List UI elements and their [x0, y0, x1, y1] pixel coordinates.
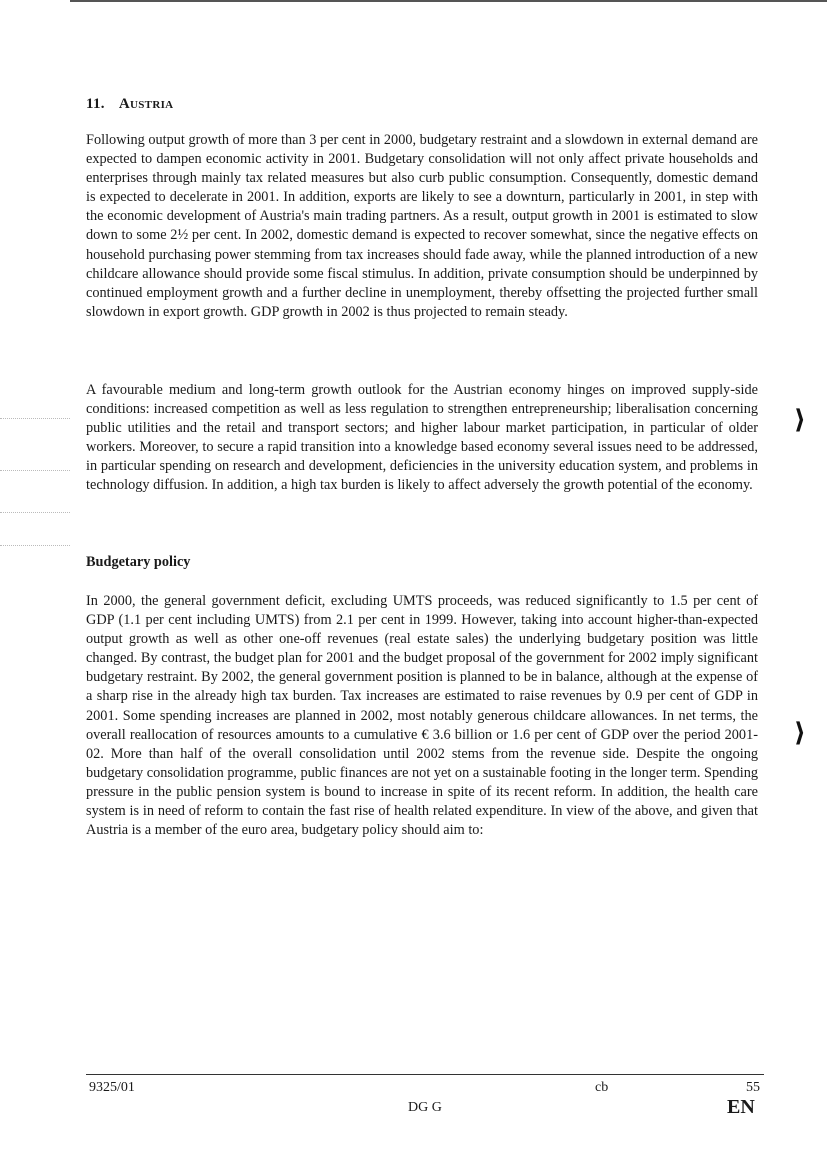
footer-initials: cb — [595, 1080, 609, 1095]
scan-artifact — [0, 470, 70, 472]
footer-document-reference: 9325/01 — [89, 1080, 135, 1095]
paragraph-budgetary-policy: In 2000, the general government deficit, excluding UMTS proceeds, was reduced significantly to 1.5 per cent of GDP (1.1 per cent including UMTS) from 2.1 per cent in 1999. However, taking into account higher-than-expected output growth as well as other one-off revenues (real estate sales) the underlying budgetary position was little changed. By contrast, the budget plan for 2001 and the budget proposal of the government for 2002 imply significant budgetary restraint. By 2002, the general government position is planned to be in balance, although at the expense of a sharp rise in the already high tax burden. Tax increases are estimated to raise revenues by 0.9 per cent of GDP in 2001. Some spending increases are planned in 2002, most notably generous childcare allowances. In net terms, the overall reallocation of resources amounts to a cumulative € 3.6 billion or 1.6 per cent of GDP over the period 2001-02. More than half of the overall consolidation until 2002 stems from the revenue side. Despite the ongoing budgetary consolidation programme, public finances are not yet on a sustainable footing in the longer term. Spending pressure in the public pension system is bound to increase in spite of its recent reform. In addition, the health care system is in need of reform to contain the fast rise of health related expenditure. In view of the above, and given that Austria is a member of the euro area, budgetary policy should aim to: — [86, 593, 758, 839]
footer-directorate: DG G — [408, 1100, 442, 1115]
top-border-line — [70, 0, 827, 2]
scan-artifact — [0, 545, 70, 547]
footer-language-code: EN — [727, 1096, 755, 1118]
paragraph-outlook: Following output growth of more than 3 per cent in 2000, budgetary restraint and a slowdown in external demand are expected to dampen economic activity in 2001. Budgetary consolidation will not only affect private households and enterprises through mainly tax related measures but also curb public consumption. Consequently, domestic demand is expected to decelerate in 2001. In addition, exports are likely to see a downturn, particularly in 2001, in step with the economic development of Austria's main trading partners. As a result, output growth in 2001 is estimated to slow down to some 2½ per cent. In 2002, domestic demand is expected to recover somewhat, since the negative effects on household purchasing power stemming from tax increases should fade away, while the planned introduction of a new childcare allowance should provide some fiscal stimulus. In addition, private consumption should be underpinned by continued employment growth and a further decline in unemployment, thereby offsetting the projected further small slowdown in export growth. GDP growth in 2002 is thus projected to remain steady. — [86, 132, 758, 320]
paragraph-growth-conditions: A favourable medium and long-term growth outlook for the Austrian economy hinges on improved supply-side conditions: increased competition as well as less regulation to strengthen entrepreneurship; liberalisation concerning public utilities and the retail and transport sectors; and higher labour market participation, in particular of older workers. Moreover, to secure a rapid transition into a knowledge based economy several issues need to be addressed, in particular spending on research and development, deficiencies in the university education system, and problems in technology diffusion. In addition, a high tax burden is likely to affect adversely the growth potential of the economy. — [86, 382, 758, 494]
margin-bracket-mark: ⟩ — [794, 718, 806, 748]
margin-bracket-mark: ⟩ — [794, 405, 806, 435]
footer-divider — [86, 1074, 764, 1075]
section-heading — [86, 96, 173, 113]
footer-page-number: 55 — [746, 1080, 760, 1095]
scan-artifact — [0, 512, 70, 514]
subheading-budgetary-policy: Budgetary policy — [86, 554, 191, 570]
section-title: Austria — [118, 96, 174, 112]
section-number: 11. — [86, 96, 105, 112]
scan-artifact — [0, 418, 70, 420]
